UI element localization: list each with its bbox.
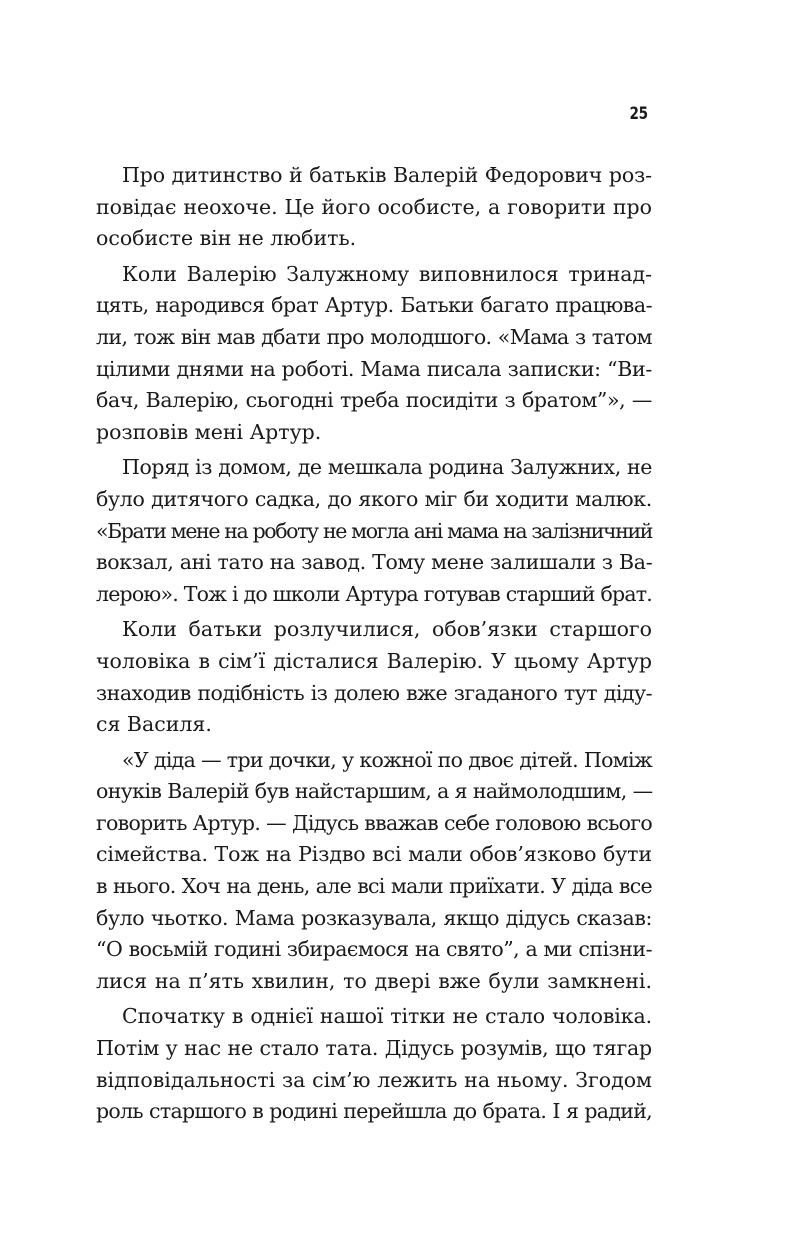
text-line: ли, тож він мав дбати про молодшого. «Мама з татом — [96, 324, 652, 349]
text-line: Коли батьки розлучилися, обов’язки старшого — [122, 617, 652, 642]
paragraph-6 — [96, 1001, 652, 1127]
text-line: лися на п’ять хвилин, то двері вже були замкнені. — [96, 968, 652, 993]
text-line: особисте він не любить. — [96, 226, 357, 251]
body-text — [96, 160, 652, 1132]
paragraph-2 — [96, 259, 652, 449]
text-line: відповідальності за сім’ю лежить на ньому. Згодом — [96, 1067, 652, 1092]
text-line: Поряд із домом, де мешкала родина Залужних, не — [122, 455, 652, 480]
text-line: говорить Артур. — Дідусь вважав себе головою всього — [96, 810, 652, 835]
page-number: 25 — [629, 104, 648, 124]
text-line: “О восьмій годині збираємося на свято”, а ми спізни- — [96, 937, 652, 962]
text-line: лерою». Тож і до школи Артура готував старший брат. — [96, 581, 652, 606]
text-line: «Брати мене на роботу не могла ані мама на залізничний — [96, 518, 652, 543]
text-line: чоловіка в сім’ї дісталися Валерію. У цьому Артур — [96, 648, 652, 673]
paragraph-5 — [96, 745, 652, 998]
text-line: бач, Валерію, сьогодні треба посидіти з братом”», — — [96, 388, 652, 413]
text-line: Спочатку в однієї нашої тітки не стало чоловіка. — [122, 1004, 652, 1029]
text-line: сімейства. Тож на Різдво всі мали обов’язково бути — [96, 842, 652, 867]
text-line: було чьотко. Мама розказувала, якщо дідусь сказав: — [96, 905, 652, 930]
text-line: онуків Валерій був найстаршим, а я наймолодшим, — — [96, 779, 653, 804]
text-line: «У діда — три дочки, у кожної по двоє дітей. Поміж — [122, 747, 652, 772]
text-line: розповів мені Артур. — [96, 419, 322, 444]
paragraph-1 — [96, 160, 652, 255]
text-line: вокзал, ані тато на завод. Тому мене залишали з Ва- — [96, 550, 653, 575]
text-line: в нього. Хоч на день, але всі мали приїхати. У діда все — [96, 874, 652, 899]
paragraph-4 — [96, 614, 652, 740]
text-line: цять, народився брат Артур. Батьки багато працюва- — [96, 293, 652, 318]
text-line: цілими днями на роботі. Мама писала записки: “Ви- — [96, 356, 652, 381]
text-line: було дитячого садка, до якого міг би ходити малюк. — [96, 486, 652, 511]
paragraph-3 — [96, 452, 652, 610]
text-line: знаходив подібність із долею вже згаданого тут діду- — [96, 680, 652, 705]
text-line: ся Василя. — [96, 712, 212, 737]
text-line: Коли Валерію Залужному виповнилося тринад- — [122, 261, 652, 286]
text-line: повідає неохоче. Це його особисте, а говорити про — [96, 194, 652, 219]
text-line: роль старшого в родині перейшла до брата. І я радий, — [96, 1099, 652, 1124]
text-line: Про дитинство й батьків Валерій Федорович роз- — [122, 163, 652, 187]
text-line: Потім у нас не стало тата. Дідусь розумів, що тягар — [96, 1036, 652, 1061]
